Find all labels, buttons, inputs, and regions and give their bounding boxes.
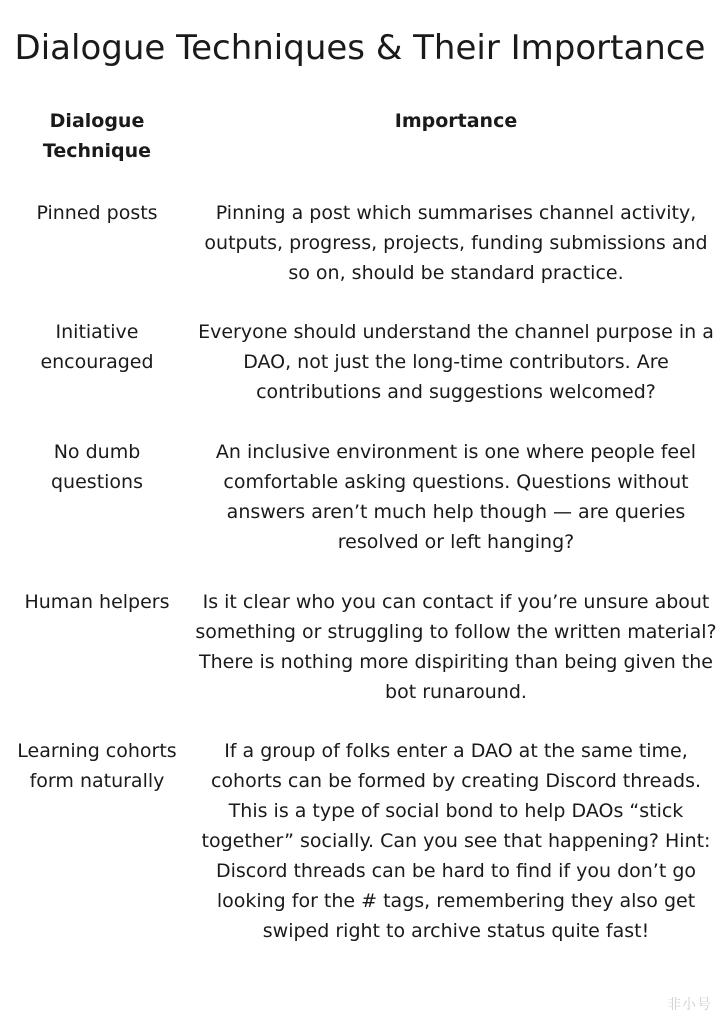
table-header — [0, 106, 720, 170]
column-header-technique: Dialogue Technique — [42, 110, 152, 162]
importance-cell: Is it clear who you can contact if you’re unsure about something or struggling to follow the written material? There is nothing more dispiriting than being given the bot runaround. — [195, 591, 717, 703]
importance-cell: An inclusive environment is one where people feel comfortable asking questions. Questions without answers aren’t much help though — are queries resolved or left hanging? — [215, 441, 697, 553]
technique-cell: Human helpers — [24, 591, 170, 613]
technique-cell: Pinned posts — [36, 202, 158, 224]
technique-cell: No dumb questions — [51, 441, 143, 493]
column-header-importance: Importance — [394, 110, 518, 132]
importance-cell: Pinning a post which summarises channel activity, outputs, progress, projects, funding submissions and so on, should be standard practice. — [204, 202, 708, 284]
watermark-logo: 非小号 — [667, 997, 712, 1013]
page-title: Dialogue Techniques & Their Importance — [14, 28, 706, 68]
technique-cell: Learning cohorts form naturally — [17, 740, 177, 792]
technique-cell: Initiative encouraged — [40, 321, 154, 373]
importance-cell: Everyone should understand the channel purpose in a DAO, not just the long-time contributors. Are contributions and suggestions welcomed? — [198, 321, 714, 403]
importance-cell: If a group of folks enter a DAO at the same time, cohorts can be formed by creating Discord threads. This is a type of social bond to help DAOs “stick together” socially. Can you see that happening? Hint: Discord threads can be hard to find if you don’t go looking for the # tags, remembering they also get swiped right to archive status quite fast! — [201, 740, 711, 942]
